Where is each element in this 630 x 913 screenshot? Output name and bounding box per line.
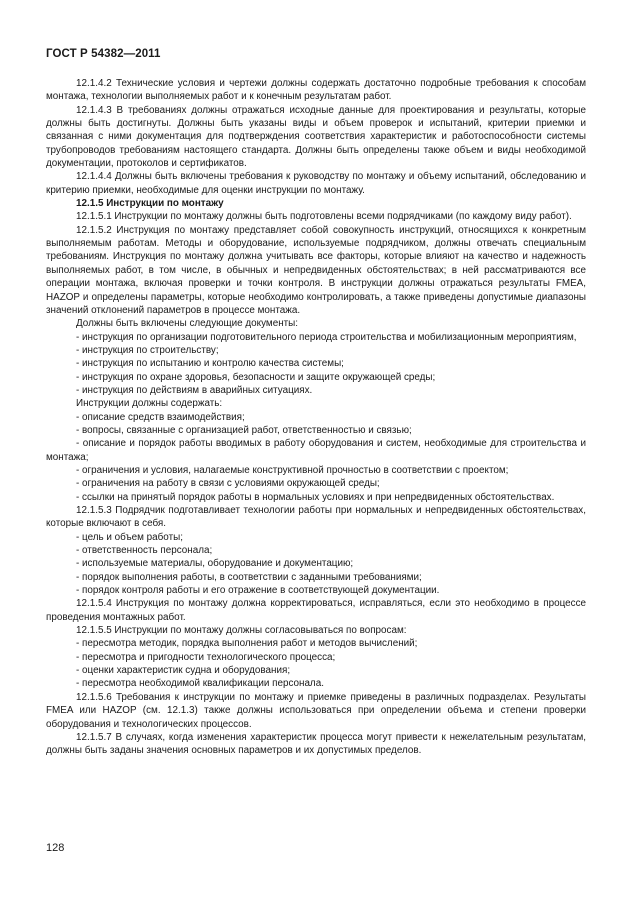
list-intro-documents: Должны быть включены следующие документы: [76, 318, 299, 330]
paragraph-12-1-5-2: 12.1.5.2 Инструкция по монтажу представляет собой совокупность инструкций, относящихся к конкретным выполняемым работам. Методы и оборудование, используемые подрядчиком, должны отвечать специальным требованиям. Инструкция по монтажу должна учитывать все факторы, которые влияют на качество и надежность выполняемых работ, в том числе, в обычных и непредвиденных обстоятельствах; в ней рассматриваются все операции монтажа, включая проверки и точки контроля. В инструкции должны отражаться результаты FMEA, HAZOP и определены параметры, которые необходимо контролировать, а также приведены допустимые диапазоны значений отклонений параметров в процессе монтажа. [46, 224, 586, 316]
list-item: - пересмотра необходимой квалификации персонала. [76, 678, 324, 690]
paragraph-12-1-5-1: 12.1.5.1 Инструкции по монтажу должны быть подготовлены всеми подрядчиками (по каждому виду работ). [76, 211, 572, 223]
list-item: - порядок выполнения работы, в соответствии с заданными требованиями; [76, 571, 422, 583]
list-item: - описание средств взаимодействия; [76, 411, 245, 423]
list-item: - ограничения на работу в связи с условиями окружающей среды; [76, 478, 380, 490]
list-item: - ограничения и условия, налагаемые конструктивной прочностью в соответствии с проектом; [76, 464, 509, 476]
paragraph-12-1-4-4: 12.1.4.4 Должны быть включены требования к руководству по монтажу и объему испытаний, обследованию и критерию приемки, необходимые для оценки инструкции по монтажу. [46, 171, 586, 196]
list-item: - ответственность персонала; [76, 545, 213, 557]
paragraph-12-1-5-4: 12.1.5.4 Инструкция по монтажу должна корректироваться, исправляться, если это необходимо в процессе проведения монтажных работ. [46, 598, 586, 623]
paragraph-12-1-5-7: 12.1.5.7 В случаях, когда изменения характеристик процесса могут привести к нежелательным результатам, должны быть заданы значения основных параметров и их допустимых пределов. [46, 731, 586, 757]
paragraph-12-1-5-5: 12.1.5.5 Инструкции по монтажу должны согласовываться по вопросам: [76, 625, 407, 637]
list-item: - пересмотра методик, порядка выполнения работ и методов вычислений; [76, 638, 418, 650]
section-heading-12-1-5: 12.1.5 Инструкции по монтажу [76, 198, 224, 210]
paragraph-12-1-5-6: 12.1.5.6 Требования к инструкции по монтажу и приемке приведены в различных подразделах. Результаты FMEA или HAZOP (см. 12.1.3) также должны использоваться при определении объема и степени проверки оборудования и технологических процессов. [46, 691, 586, 730]
paragraph-12-1-4-2: 12.1.4.2 Технические условия и чертежи должны содержать достаточно подробные требования к способам монтажа, технологии выполняемых работ и к конечным результатам работ. [46, 78, 586, 103]
paragraph-12-1-4-3: 12.1.4.3 В требованиях должны отражаться исходные данные для проектирования и результаты, которые должны быть достигнуты. Должны быть указаны виды и объем проверок и испытаний, критерии приемки и связанная с ними документация для подтверждения соответствия характеристик и работоспособности системы трубопроводов требованиям настоящего стандарта. Должны быть определены также объем и виды необходимой документации, протоколов и сертификатов. [46, 104, 586, 170]
list-item: - вопросы, связанные с организацией работ, ответственностью и связью; [76, 424, 412, 436]
document-body [46, 77, 586, 758]
list-item: - описание и порядок работы вводимых в работу оборудования и систем, необходимые для строительства и монтажа; [46, 438, 586, 463]
list-item: - инструкция по действиям в аварийных ситуациях. [76, 384, 313, 396]
list-item: - инструкция по испытанию и контролю качества системы; [76, 358, 344, 370]
list-item: - пересмотра и пригодности технологического процесса; [76, 651, 336, 663]
paragraph-12-1-5-3: 12.1.5.3 Подрядчик подготавливает технологии работы при нормальных и непредвиденных обстоятельствах, которые включают в себя. [46, 505, 586, 530]
list-item: - порядок контроля работы и его отражение в соответствующей документации. [76, 585, 440, 597]
list-item: - инструкция по строительству; [76, 344, 219, 356]
list-item: - ссылки на принятый порядок работы в нормальных условиях и при непредвиденных обстоятельствах. [76, 491, 555, 503]
document-header: ГОСТ Р 54382—2011 [46, 48, 161, 60]
list-item: - используемые материалы, оборудование и документацию; [76, 558, 354, 570]
list-item: - инструкция по охране здоровья, безопасности и защите окружающей среды; [76, 371, 436, 383]
page-number: 128 [46, 842, 65, 854]
list-intro-contents: Инструкции должны содержать: [76, 398, 223, 410]
list-item: - цель и объем работы; [76, 531, 183, 543]
list-item: - инструкция по организации подготовительного периода строительства и мобилизационным мероприятиям, [76, 331, 577, 343]
list-item: - оценки характеристик судна и оборудования; [76, 665, 291, 677]
